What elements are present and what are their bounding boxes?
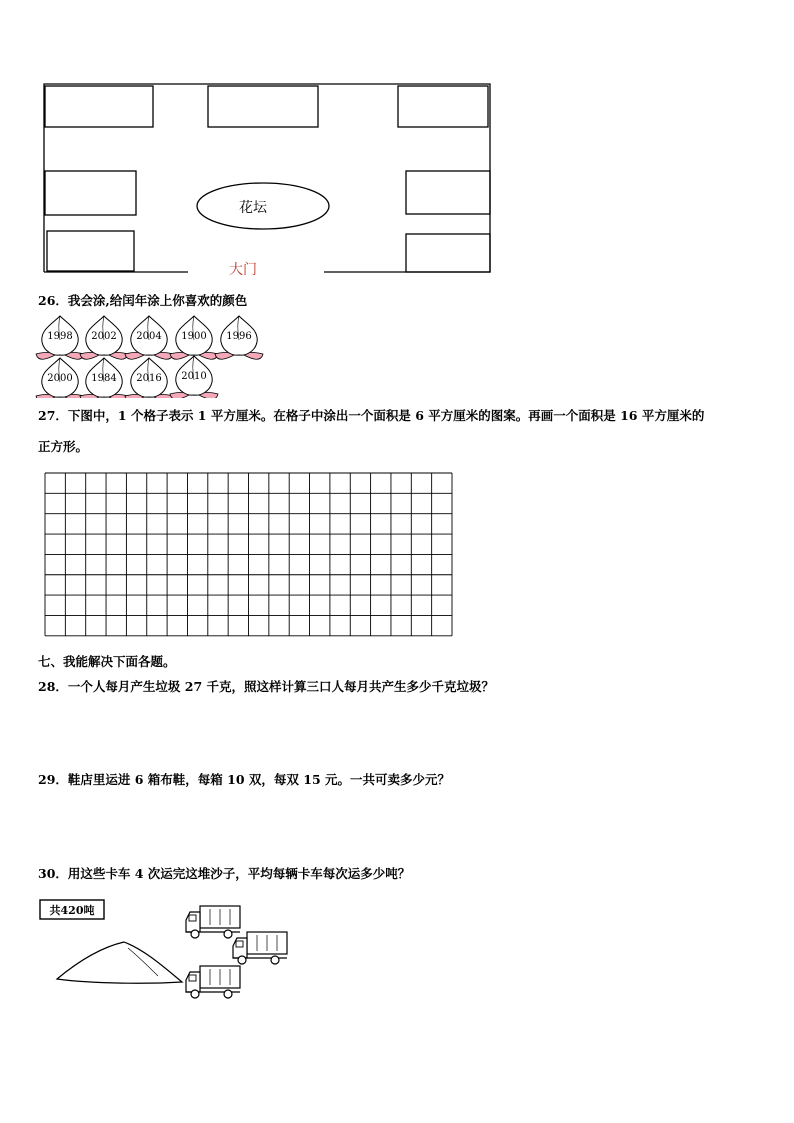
sand-pile <box>57 942 182 983</box>
peach-item <box>170 316 218 359</box>
gate-label: 大门 <box>229 262 257 278</box>
building-middle-left <box>45 171 136 215</box>
peach-year: 1984 <box>91 373 117 384</box>
peach-year: 2010 <box>181 371 207 382</box>
peach-year: 1900 <box>181 331 207 342</box>
building-bottom-left <box>47 231 134 271</box>
question-29: 29．鞋店里运进 6 箱布鞋，每箱 10 双，每双 15 元。一共可卖多少元？ <box>38 772 450 787</box>
peach-item <box>80 358 128 398</box>
peach-year-group <box>0 312 794 398</box>
total-weight-label: 共420吨 <box>49 904 95 917</box>
peach-year: 2004 <box>136 331 162 342</box>
truck <box>186 966 240 998</box>
peach-year: 2016 <box>136 373 162 384</box>
building-top-middle <box>208 86 318 127</box>
peach-item <box>36 358 84 398</box>
question-27-line-1: 27．下图中，1 个格子表示 1 平方厘米。在格子中涂出一个面积是 6 平方厘米的图案。再画一个面积是 16 平方厘米的 <box>38 408 705 423</box>
question-27-line-2: 正方形。 <box>38 439 89 454</box>
campus-outline <box>44 84 490 272</box>
peach-row-2 <box>36 356 218 398</box>
peach-item <box>170 356 218 398</box>
building-middle-right <box>406 171 490 214</box>
building-top-left <box>45 86 153 127</box>
truck <box>186 906 240 938</box>
peach-year: 1996 <box>226 331 252 342</box>
section-7-title: 七、我能解决下面各题。 <box>38 654 176 669</box>
peach-year: 2000 <box>47 373 73 384</box>
peach-item <box>125 316 173 359</box>
flowerbed-label: 花坛 <box>239 200 267 216</box>
question-30: 30．用这些卡车 4 次运完这堆沙子，平均每辆卡车每次运多少吨？ <box>38 866 411 881</box>
peach-item <box>36 316 84 359</box>
square-grid[interactable] <box>44 472 454 638</box>
peach-item <box>80 316 128 359</box>
peach-item <box>125 358 173 398</box>
sand-and-trucks-figure <box>0 892 794 1004</box>
peach-row-1 <box>36 316 263 359</box>
peach-year: 1998 <box>47 331 73 342</box>
campus-map <box>0 0 794 290</box>
question-28: 28．一个人每月产生垃圾 27 千克，照这样计算三口人每月共产生多少千克垃圾？ <box>38 679 494 694</box>
building-top-right <box>398 86 488 127</box>
question-26: 26．我会涂,给闰年涂上你喜欢的颜色 <box>38 293 248 308</box>
peach-item <box>215 316 263 359</box>
truck <box>233 932 287 964</box>
peach-year: 2002 <box>91 331 117 342</box>
building-bottom-right <box>406 234 490 272</box>
